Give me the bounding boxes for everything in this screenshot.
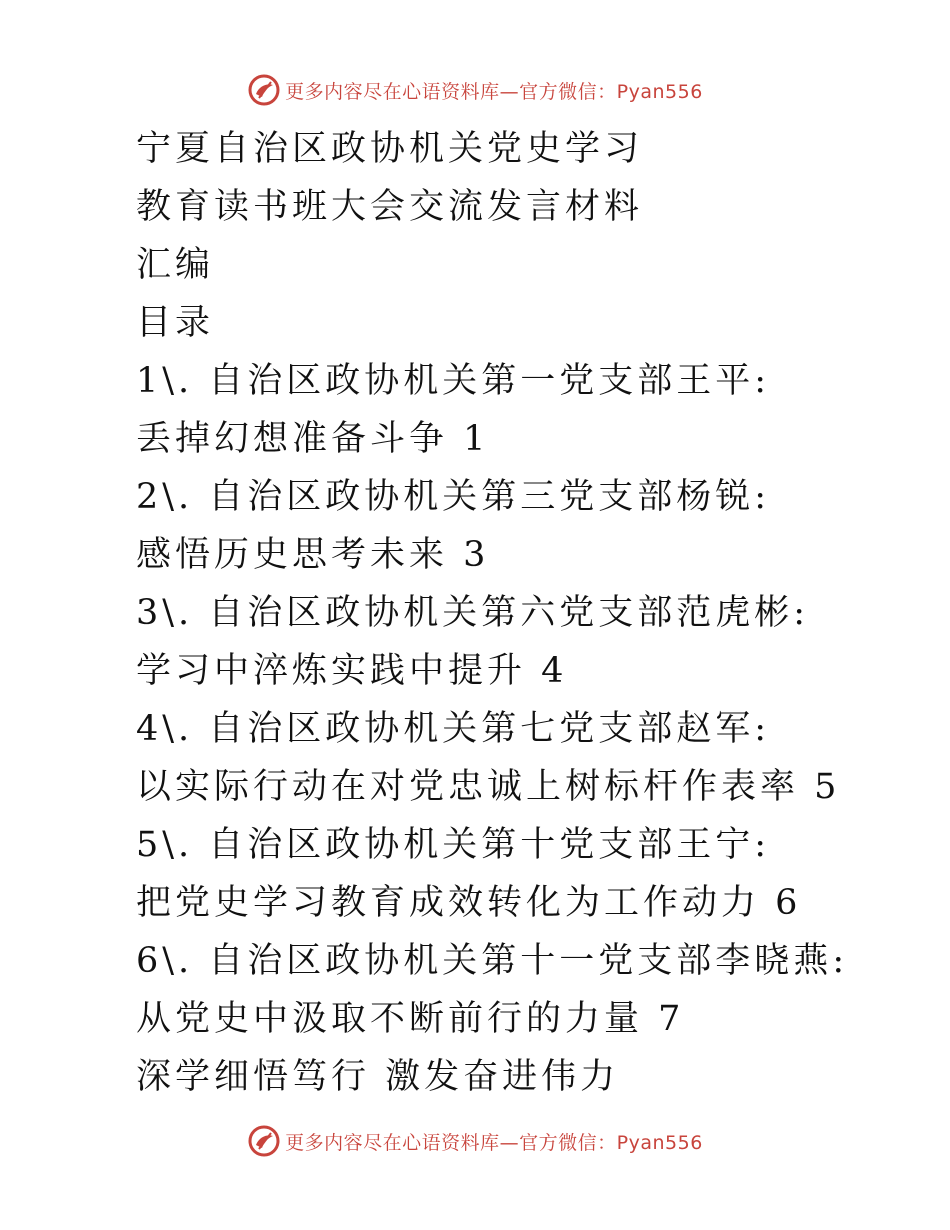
toc-entry-4-title: 以实际行动在对党忠诚上树标杆作表率 5	[136, 767, 841, 807]
title-line-3: 汇编	[136, 245, 215, 285]
toc-entry-6-title: 从党史中汲取不断前行的力量 7	[136, 999, 685, 1039]
document-body	[136, 120, 916, 1106]
toc-heading: 目录	[136, 303, 215, 343]
toc-entry-5-title: 把党史学习教育成效转化为工作动力 6	[136, 883, 802, 923]
footer-banner-text: 更多内容尽在心语资料库—官方微信：Pyan556	[285, 1131, 703, 1154]
toc-entry-4-author: 4\. 自治区政协机关第七党支部赵军:	[136, 709, 771, 749]
toc-entry-6-author: 6\. 自治区政协机关第十一党支部李晓燕:	[136, 941, 849, 981]
toc-entry-1-author: 1\. 自治区政协机关第一党支部王平:	[136, 361, 771, 401]
toc-entry-2-title: 感悟历史思考未来 3	[136, 535, 490, 575]
seal-logo-icon	[247, 1124, 281, 1158]
footer-banner-inner	[247, 1124, 703, 1158]
header-banner	[0, 70, 950, 110]
seal-logo-icon	[247, 73, 281, 107]
toc-entry-2-author: 2\. 自治区政协机关第三党支部杨锐:	[136, 477, 771, 517]
closing-line: 深学细悟笃行 激发奋进伟力	[136, 1057, 620, 1097]
header-banner-text: 更多内容尽在心语资料库—官方微信：Pyan556	[285, 80, 703, 103]
title-line-1: 宁夏自治区政协机关党史学习	[136, 129, 644, 169]
toc-entry-1-title: 丢掉幻想准备斗争 1	[136, 419, 490, 459]
toc-entry-3-title: 学习中淬炼实践中提升 4	[136, 651, 568, 691]
toc-entry-3-author: 3\. 自治区政协机关第六党支部范虎彬:	[136, 593, 810, 633]
toc-entry-5-author: 5\. 自治区政协机关第十党支部王宁:	[136, 825, 771, 865]
footer-banner	[0, 1121, 950, 1161]
title-line-2: 教育读书班大会交流发言材料	[136, 187, 644, 227]
header-banner-inner	[247, 73, 703, 107]
